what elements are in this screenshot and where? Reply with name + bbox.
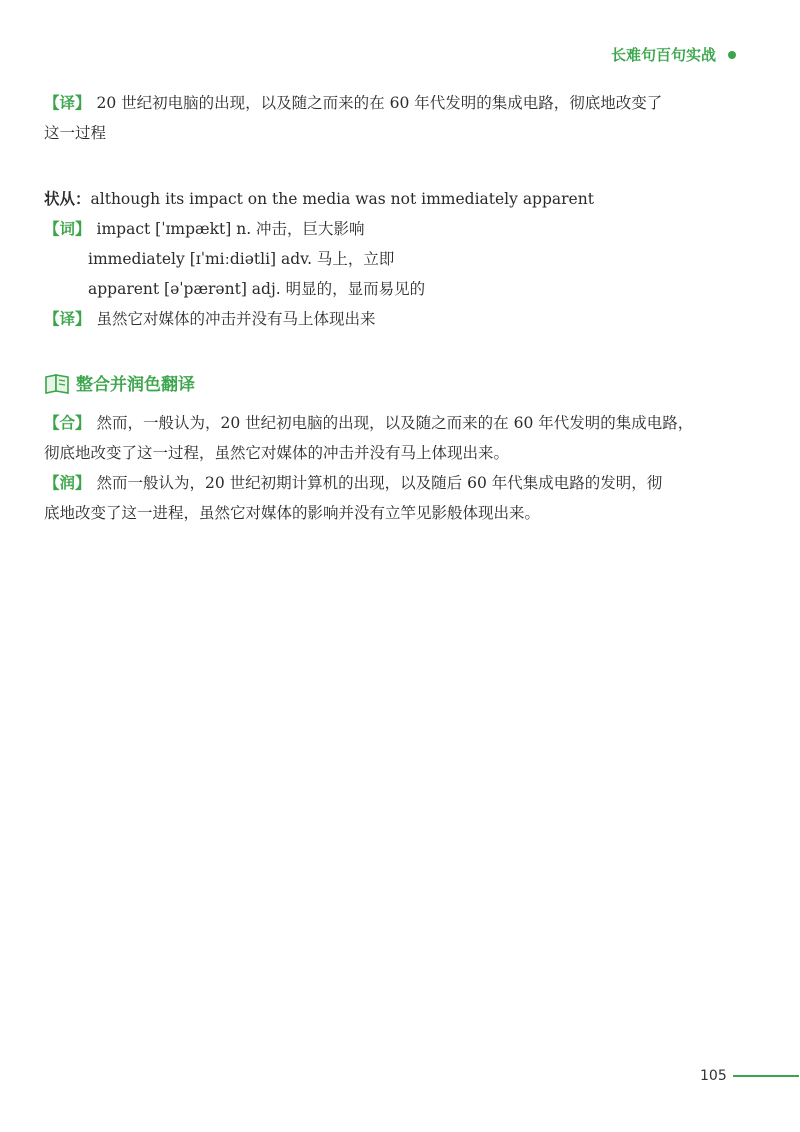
clause-translation: 虽然它对媒体的冲击并没有马上体现出来 <box>96 310 376 328</box>
combined-translation-block <box>44 408 744 528</box>
polished-tag: 【润】 <box>44 474 91 492</box>
translation-tag: 【译】 <box>44 94 91 112</box>
header-title: 长难句百句实战 <box>610 46 716 64</box>
running-header <box>611 44 736 65</box>
clause-label: 状从： <box>44 190 91 208</box>
section-title: 整合并润色翻译 <box>76 375 195 395</box>
clause-sentence: although its impact on the media was not immediately apparent <box>90 190 594 208</box>
combined-line1: 然而，一般认为，20 世纪初电脑的出现，以及随之而来的在 60 年代发明的集成电路， <box>96 414 694 432</box>
translation-text-line1: 20 世纪初电脑的出现，以及随之而来的在 60 年代发明的集成电路，彻底地改变了 <box>96 94 663 112</box>
polished-line2: 底地改变了这一进程，虽然它对媒体的影响并没有立竿见影般体现出来。 <box>44 504 541 522</box>
polished-line1: 然而一般认为，20 世纪初期计算机的出现，以及随后 60 年代集成电路的发明，彻 <box>96 474 663 492</box>
vocab-tag: 【词】 <box>44 220 91 238</box>
footer-rule <box>733 1075 799 1077</box>
book-icon <box>44 372 70 394</box>
vocab-item: immediately [ɪˈmiːdiətli] adv. 马上，立即 <box>88 250 395 268</box>
page-number: 105 <box>700 1068 727 1084</box>
header-dot-icon <box>728 51 736 59</box>
translation-block-1 <box>44 88 744 148</box>
translation-text-line2: 这一过程 <box>44 124 107 142</box>
adverbial-clause-block <box>44 184 744 334</box>
vocab-item: impact [ˈɪmpækt] n. 冲击，巨大影响 <box>96 220 365 238</box>
section-heading <box>44 370 195 395</box>
translation-tag: 【译】 <box>44 310 91 328</box>
vocab-item: apparent [əˈpærənt] adj. 明显的，显而易见的 <box>88 280 426 298</box>
combined-line2: 彻底地改变了这一过程，虽然它对媒体的冲击并没有马上体现出来。 <box>44 444 510 462</box>
page-footer <box>700 1068 799 1084</box>
combined-tag: 【合】 <box>44 414 91 432</box>
